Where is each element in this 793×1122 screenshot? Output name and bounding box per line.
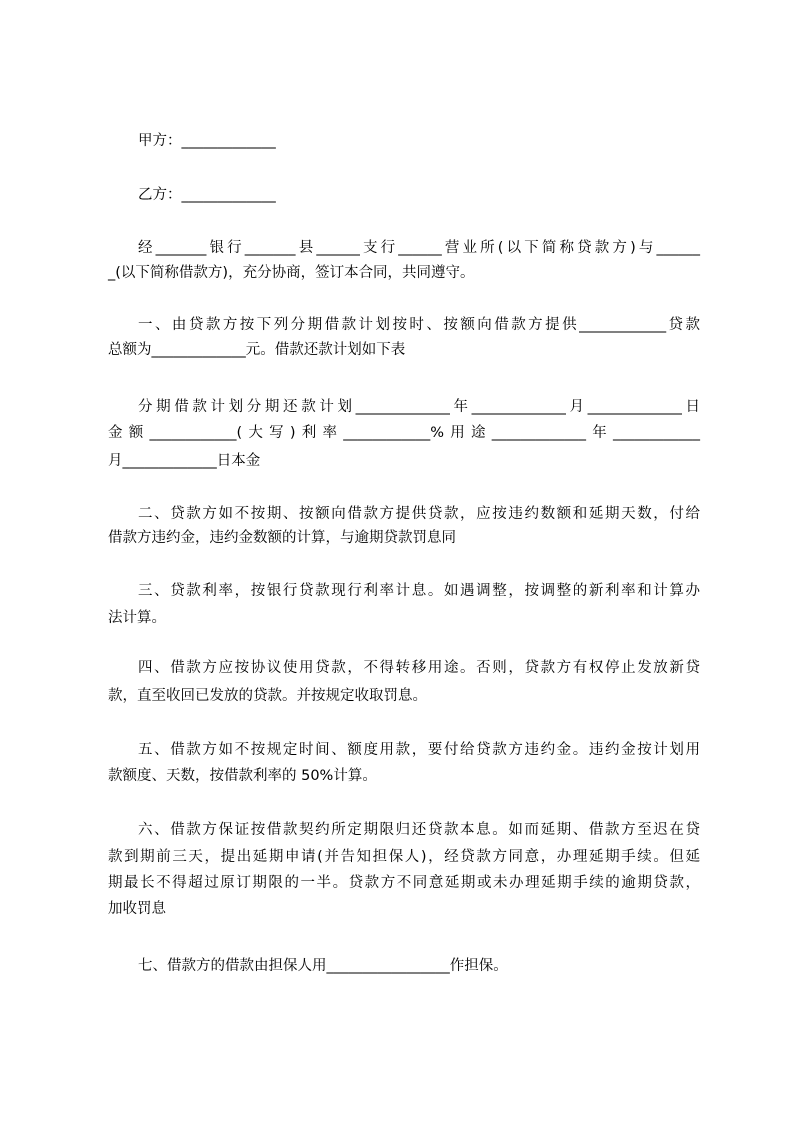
clause-2-line-1: 二、贷款方如不按期、按额向借款方提供贷款，应按违约数额和延期天数，付给 (138, 506, 700, 522)
clause-3-line-1: 三、贷款利率，按银行贷款现行利率计息。如遇调整，按调整的新利率和计算办 (138, 583, 700, 599)
intro-line-2: _(以下简称借款方)，充分协商，签订本合同，共同遵守。 (108, 265, 475, 281)
party-a-line: 甲方：_____________ (138, 133, 276, 149)
clause-3-line-2: 法计算。 (108, 610, 166, 626)
clause-7-line-1: 七、借款方的借款由担保人用_________________作担保。 (138, 958, 508, 974)
schedule-line-1: 分期借款计划分期还款计划_____________年_____________月_____________日 (138, 399, 700, 415)
party-b-line: 乙方：_____________ (138, 187, 276, 203)
schedule-line-3: 月_____________日本金 (108, 453, 261, 469)
schedule-line-2: 金额____________(大写)利率____________%用途_____________年____________ (108, 425, 700, 441)
clause-6-line-1: 六、借款方保证按借款契约所定期限归还贷款本息。如而延期、借款方至迟在贷 (138, 822, 700, 838)
clause-2-line-2: 借款方违约金，违约金数额的计算，与逾期贷款罚息同 (108, 530, 456, 546)
clause-6-line-2: 款到期前三天，提出延期申请(并告知担保人)，经贷款方同意，办理延期手续。但延 (108, 849, 700, 865)
clause-1-line-1: 一、由贷款方按下列分期借款计划按时、按额向借款方提供____________贷款 (138, 317, 700, 333)
clause-5-line-2: 款额度、天数，按借款利率的 50%计算。 (108, 768, 377, 784)
clause-5-line-1: 五、借款方如不按规定时间、额度用款，要付给贷款方违约金。违约金按计划用 (138, 742, 700, 758)
clause-4-line-1: 四、借款方应按协议使用贷款，不得转移用途。否则，贷款方有权停止发放新贷 (138, 660, 700, 676)
clause-6-line-4: 加收罚息 (108, 901, 166, 917)
intro-line-1: 经_______银行_______县______支行______营业所(以下简称贷款方)与______ (138, 240, 700, 256)
clause-1-line-2: 总额为_____________元。借款还款计划如下表 (108, 342, 406, 358)
clause-4-line-2: 款，直至收回已发放的贷款。并按规定收取罚息。 (108, 688, 427, 704)
clause-6-line-3: 期最长不得超过原订期限的一半。贷款方不同意延期或未办理延期手续的逾期贷款， (108, 875, 700, 891)
